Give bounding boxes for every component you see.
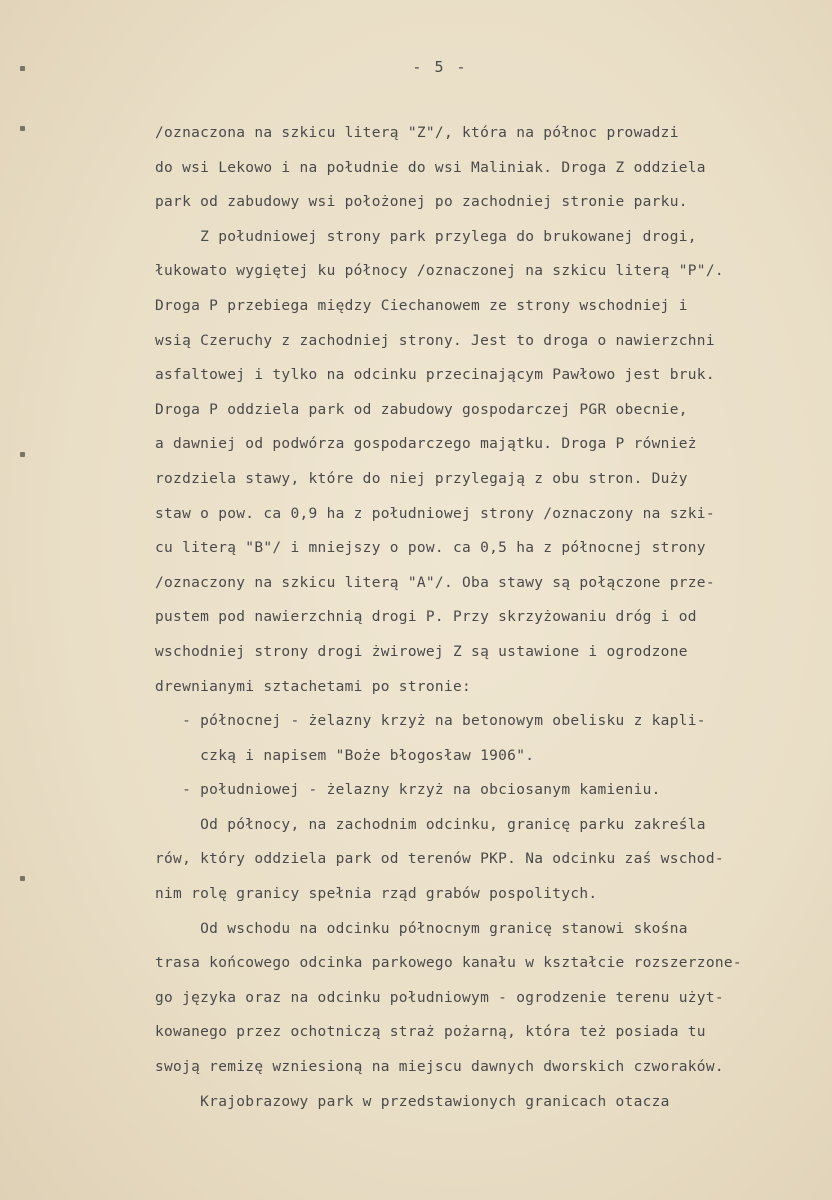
text-line: staw o pow. ca 0,9 ha z południowej strony /oznaczony na szki- <box>155 505 715 522</box>
text-line: rozdziela stawy, które do niej przylegają z obu stron. Duży <box>155 470 688 487</box>
text-line: a dawniej od podwórza gospodarczego majątku. Droga P również <box>155 436 697 453</box>
text-line: czką i napisem "Boże błogosław 1906". <box>155 747 535 764</box>
text-line: - północnej - żelazny krzyż na betonowym obelisku z kapli- <box>155 713 706 730</box>
text-line: rów, który oddziela park od terenów PKP. Na odcinku zaś wschod- <box>155 851 724 868</box>
text-line: drewnianymi sztachetami po stronie: <box>155 678 472 695</box>
text-line: Z południowej strony park przylega do brukowanej drogi, <box>155 228 697 245</box>
text-line: do wsi Lekowo i na południe do wsi Maliniak. Droga Z oddziela <box>155 159 706 176</box>
text-line: Od wschodu na odcinku północnym granicę stanowi skośna <box>155 920 688 937</box>
typed-body-text <box>155 116 795 1119</box>
text-line: Droga P przebiega między Ciechanowem ze strony wschodniej i <box>155 297 688 314</box>
text-line: asfaltowej i tylko na odcinku przecinającym Pawłowo jest bruk. <box>155 367 715 384</box>
page-number: - 5 - <box>412 58 468 76</box>
binding-hole-mark <box>20 452 25 457</box>
text-line: wsią Czeruchy z zachodniej strony. Jest to droga o nawierzchni <box>155 332 715 349</box>
text-line: /oznaczona na szkicu literą "Z"/, która na północ prowadzi <box>155 125 679 141</box>
text-line: wschodniej strony drogi żwirowej Z są ustawione i ogrodzone <box>155 643 688 660</box>
text-line: nim rolę granicy spełnia rząd grabów pospolitych. <box>155 886 598 903</box>
text-line: - południowej - żelazny krzyż na obciosanym kamieniu. <box>155 782 661 799</box>
binding-hole-mark <box>20 876 25 881</box>
text-line: trasa końcowego odcinka parkowego kanału w kształcie rozszerzone- <box>155 955 742 972</box>
text-line: pustem pod nawierzchnią drogi P. Przy skrzyżowaniu dróg i od <box>155 609 697 626</box>
text-line: kowanego przez ochotniczą straż pożarną, która też posiada tu <box>155 1024 706 1041</box>
text-line: park od zabudowy wsi położonej po zachodniej stronie parku. <box>155 194 688 211</box>
text-line: Droga P oddziela park od zabudowy gospodarczej PGR obecnie, <box>155 401 688 418</box>
binding-hole-mark <box>20 126 25 131</box>
text-line: cu literą "B"/ i mniejszy o pow. ca 0,5 ha z północnej strony <box>155 540 706 557</box>
text-line: łukowato wygiętej ku północy /oznaczonej na szkicu literą "P"/. <box>155 263 724 280</box>
text-line: Krajobrazowy park w przedstawionych granicach otacza <box>155 1093 670 1110</box>
text-line: /oznaczony na szkicu literą "A"/. Oba stawy są połączone prze- <box>155 574 715 591</box>
text-line: go języka oraz na odcinku południowym - ogrodzenie terenu użyt- <box>155 989 724 1006</box>
text-line: Od północy, na zachodnim odcinku, granicę parku zakreśla <box>155 816 706 833</box>
text-line: swoją remizę wzniesioną na miejscu dawnych dworskich czworaków. <box>155 1059 724 1076</box>
